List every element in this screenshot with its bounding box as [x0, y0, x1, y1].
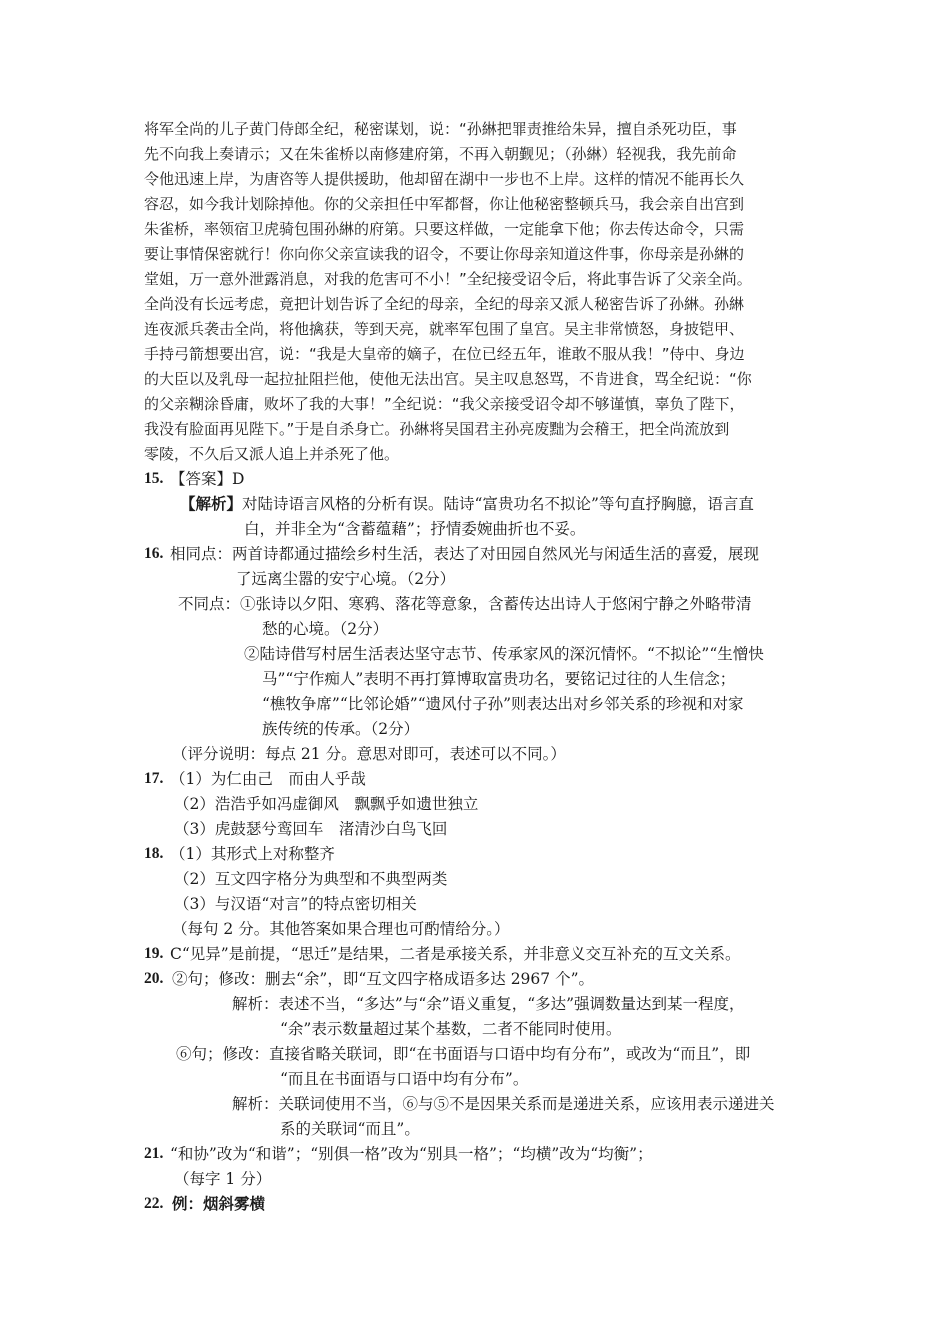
q15-analysis-line1	[180, 493, 754, 515]
translation-line: 连夜派兵袭击全尚，将他擒获，等到天亮，就率军包围了皇宫。吴主非常愤怒，身披铠甲、	[144, 320, 745, 338]
translation-line: 容忍，如今我计划除掉他。你的父亲担任中军都督，你让他秘密整顿兵马，我会亲自出宫到	[144, 195, 745, 213]
question-number-16: 16.	[144, 545, 164, 562]
q16-diff-line4: 马”“宁作痴人”表明不再打算博取富贵功名，要铭记过往的人生信念；	[262, 670, 736, 688]
q17-item: （1）为仁由己 而由人乎哉	[170, 770, 366, 788]
q15-analysis-line2: 白，并非全为“含蓄蕴藉”；抒情委婉曲折也不妥。	[244, 520, 586, 538]
q16-diff-line6: 族传统的传承。（2分）	[262, 720, 420, 738]
translation-line: 的父亲糊涂昏庸，败坏了我的大事！”全纪说：“我父亲接受诏令却不够谨慎，辜负了陛下，	[144, 395, 745, 413]
translation-line: 堂姐，万一意外泄露消息，对我的危害可不小！”全纪接受诏令后，将此事告诉了父亲全尚。	[144, 270, 752, 288]
q21-text: “和协”改为“和谐”；“别俱一格”改为“别具一格”；“均横”改为“均衡”；	[170, 1145, 653, 1163]
q16-diff-line1: 不同点：①张诗以夕阳、寒鸦、落花等意象，含蓄传达出诗人于悠闲宁静之外略带清	[178, 595, 752, 613]
translation-line: 朱雀桥，率领宿卫虎骑包围孙綝的府第。只要这样做，一定能拿下他；你去传达命令，只需	[144, 220, 745, 238]
q20-revision-1: ②句；修改：删去“余”，即“互文四字格成语多达 2967 个”。	[172, 970, 594, 988]
question-number-17: 17.	[144, 770, 164, 787]
q18-item: （3）与汉语“对言”的特点密切相关	[174, 895, 417, 913]
q20-analysis2-line1: 解析：关联词使用不当，⑥与⑤不是因果关系而是递进关系，应该用表示递进关	[232, 1095, 775, 1113]
q15-answer: 【答案】D	[170, 470, 245, 488]
q15-analysis-tag: 【解析】	[180, 494, 243, 513]
q16-same-line2: 了远离尘嚣的安宁心境。（2分）	[236, 570, 456, 588]
q15-analysis-text: 对陆诗语言风格的分析有误。陆诗“富贵功名不拟论”等句直抒胸臆，语言直	[242, 495, 754, 513]
question-number-21: 21.	[144, 1145, 164, 1162]
q19-text: C“见异”是前提，“思迁”是结果，二者是承接关系，并非意义交互补充的互文关系。	[170, 945, 741, 963]
q16-diff-line2: 愁的心境。（2分）	[262, 620, 389, 638]
translation-line: 的大臣以及乳母一起拉扯阻拦他，使他无法出宫。吴主叹息怒骂，不肯进食，骂全纪说：“你	[144, 370, 752, 388]
q18-note: （每句 2 分。其他答案如果合理也可酌情给分。）	[172, 920, 510, 938]
question-number-18: 18.	[144, 845, 164, 862]
question-number-22: 22.	[144, 1195, 164, 1212]
q16-diff-line3: ②陆诗借写村居生活表达坚守志节、传承家风的深沉情怀。“不拟论”“生憎快	[244, 645, 764, 663]
q17-item: （2）浩浩乎如冯虚御风 飘飘乎如遗世独立	[174, 795, 479, 813]
q20-analysis1-line2: “余”表示数量超过某个基数，二者不能同时使用。	[280, 1020, 622, 1038]
translation-line: 我没有脸面再见陛下。”于是自杀身亡。孙綝将吴国君主孙亮废黜为会稽王，把全尚流放到	[144, 420, 730, 438]
q20-analysis2-line2: 系的关联词“而且”。	[280, 1120, 420, 1138]
q16-same-line1: 相同点：两首诗都通过描绘乡村生活，表达了对田园自然风光与闲适生活的喜爱，展现	[170, 545, 760, 563]
q22-text: 例：烟斜雾横	[172, 1194, 266, 1213]
q16-note: （评分说明：每点 21 分。意思对即可，表述可以不同。）	[172, 745, 566, 763]
translation-line: 将军全尚的儿子黄门侍郎全纪，秘密谋划，说：“孙綝把罪责推给朱异，擅自杀死功臣，事	[144, 120, 737, 138]
q16-diff-line5: “樵牧争席”“比邻论婚”“遗风付子孙”则表达出对乡邻关系的珍视和对家	[262, 695, 744, 713]
q20-analysis1-line1: 解析：表述不当，“多达”与“余”语义重复，“多达”强调数量达到某一程度，	[232, 995, 745, 1013]
translation-line: 要让事情保密就行！你向你父亲宣读我的诏令，不要让你母亲知道这件事，你母亲是孙綝的	[144, 245, 745, 263]
q18-item: （2）互文四字格分为典型和不典型两类	[174, 870, 448, 888]
translation-line: 手持弓箭想要出宫，说：“我是大皇帝的嫡子，在位已经五年，谁敢不服从我！”侍中、身边	[144, 345, 745, 363]
q20-revision-2b: “而且在书面语与口语中均有分布”。	[280, 1070, 529, 1088]
translation-line: 全尚没有长远考虑，竟把计划告诉了全纪的母亲，全纪的母亲又派人秘密告诉了孙綝。孙綝	[144, 295, 745, 313]
translation-line: 令他迅速上岸，为唐咨等人提供援助，他却留在湖中一步也不上岸。这样的情况不能再长久	[144, 170, 745, 188]
question-number-19: 19.	[144, 945, 164, 962]
q20-revision-2a: ⑥句；修改：直接省略关联词，即“在书面语与口语中均有分布”，或改为“而且”，即	[176, 1045, 751, 1063]
q17-item: （3）虎鼓瑟兮鸾回车 渚清沙白鸟飞回	[174, 820, 448, 838]
translation-line: 先不向我上奏请示；又在朱雀桥以南修建府第，不再入朝觐见；（孙綝）轻视我，我先前命	[144, 145, 737, 163]
q18-item: （1）其形式上对称整齐	[170, 845, 335, 863]
q21-note: （每字 1 分）	[174, 1170, 272, 1188]
translation-line: 零陵，不久后又派人追上并杀死了他。	[144, 445, 400, 463]
question-number-15: 15.	[144, 470, 164, 487]
question-number-20: 20.	[144, 970, 164, 987]
